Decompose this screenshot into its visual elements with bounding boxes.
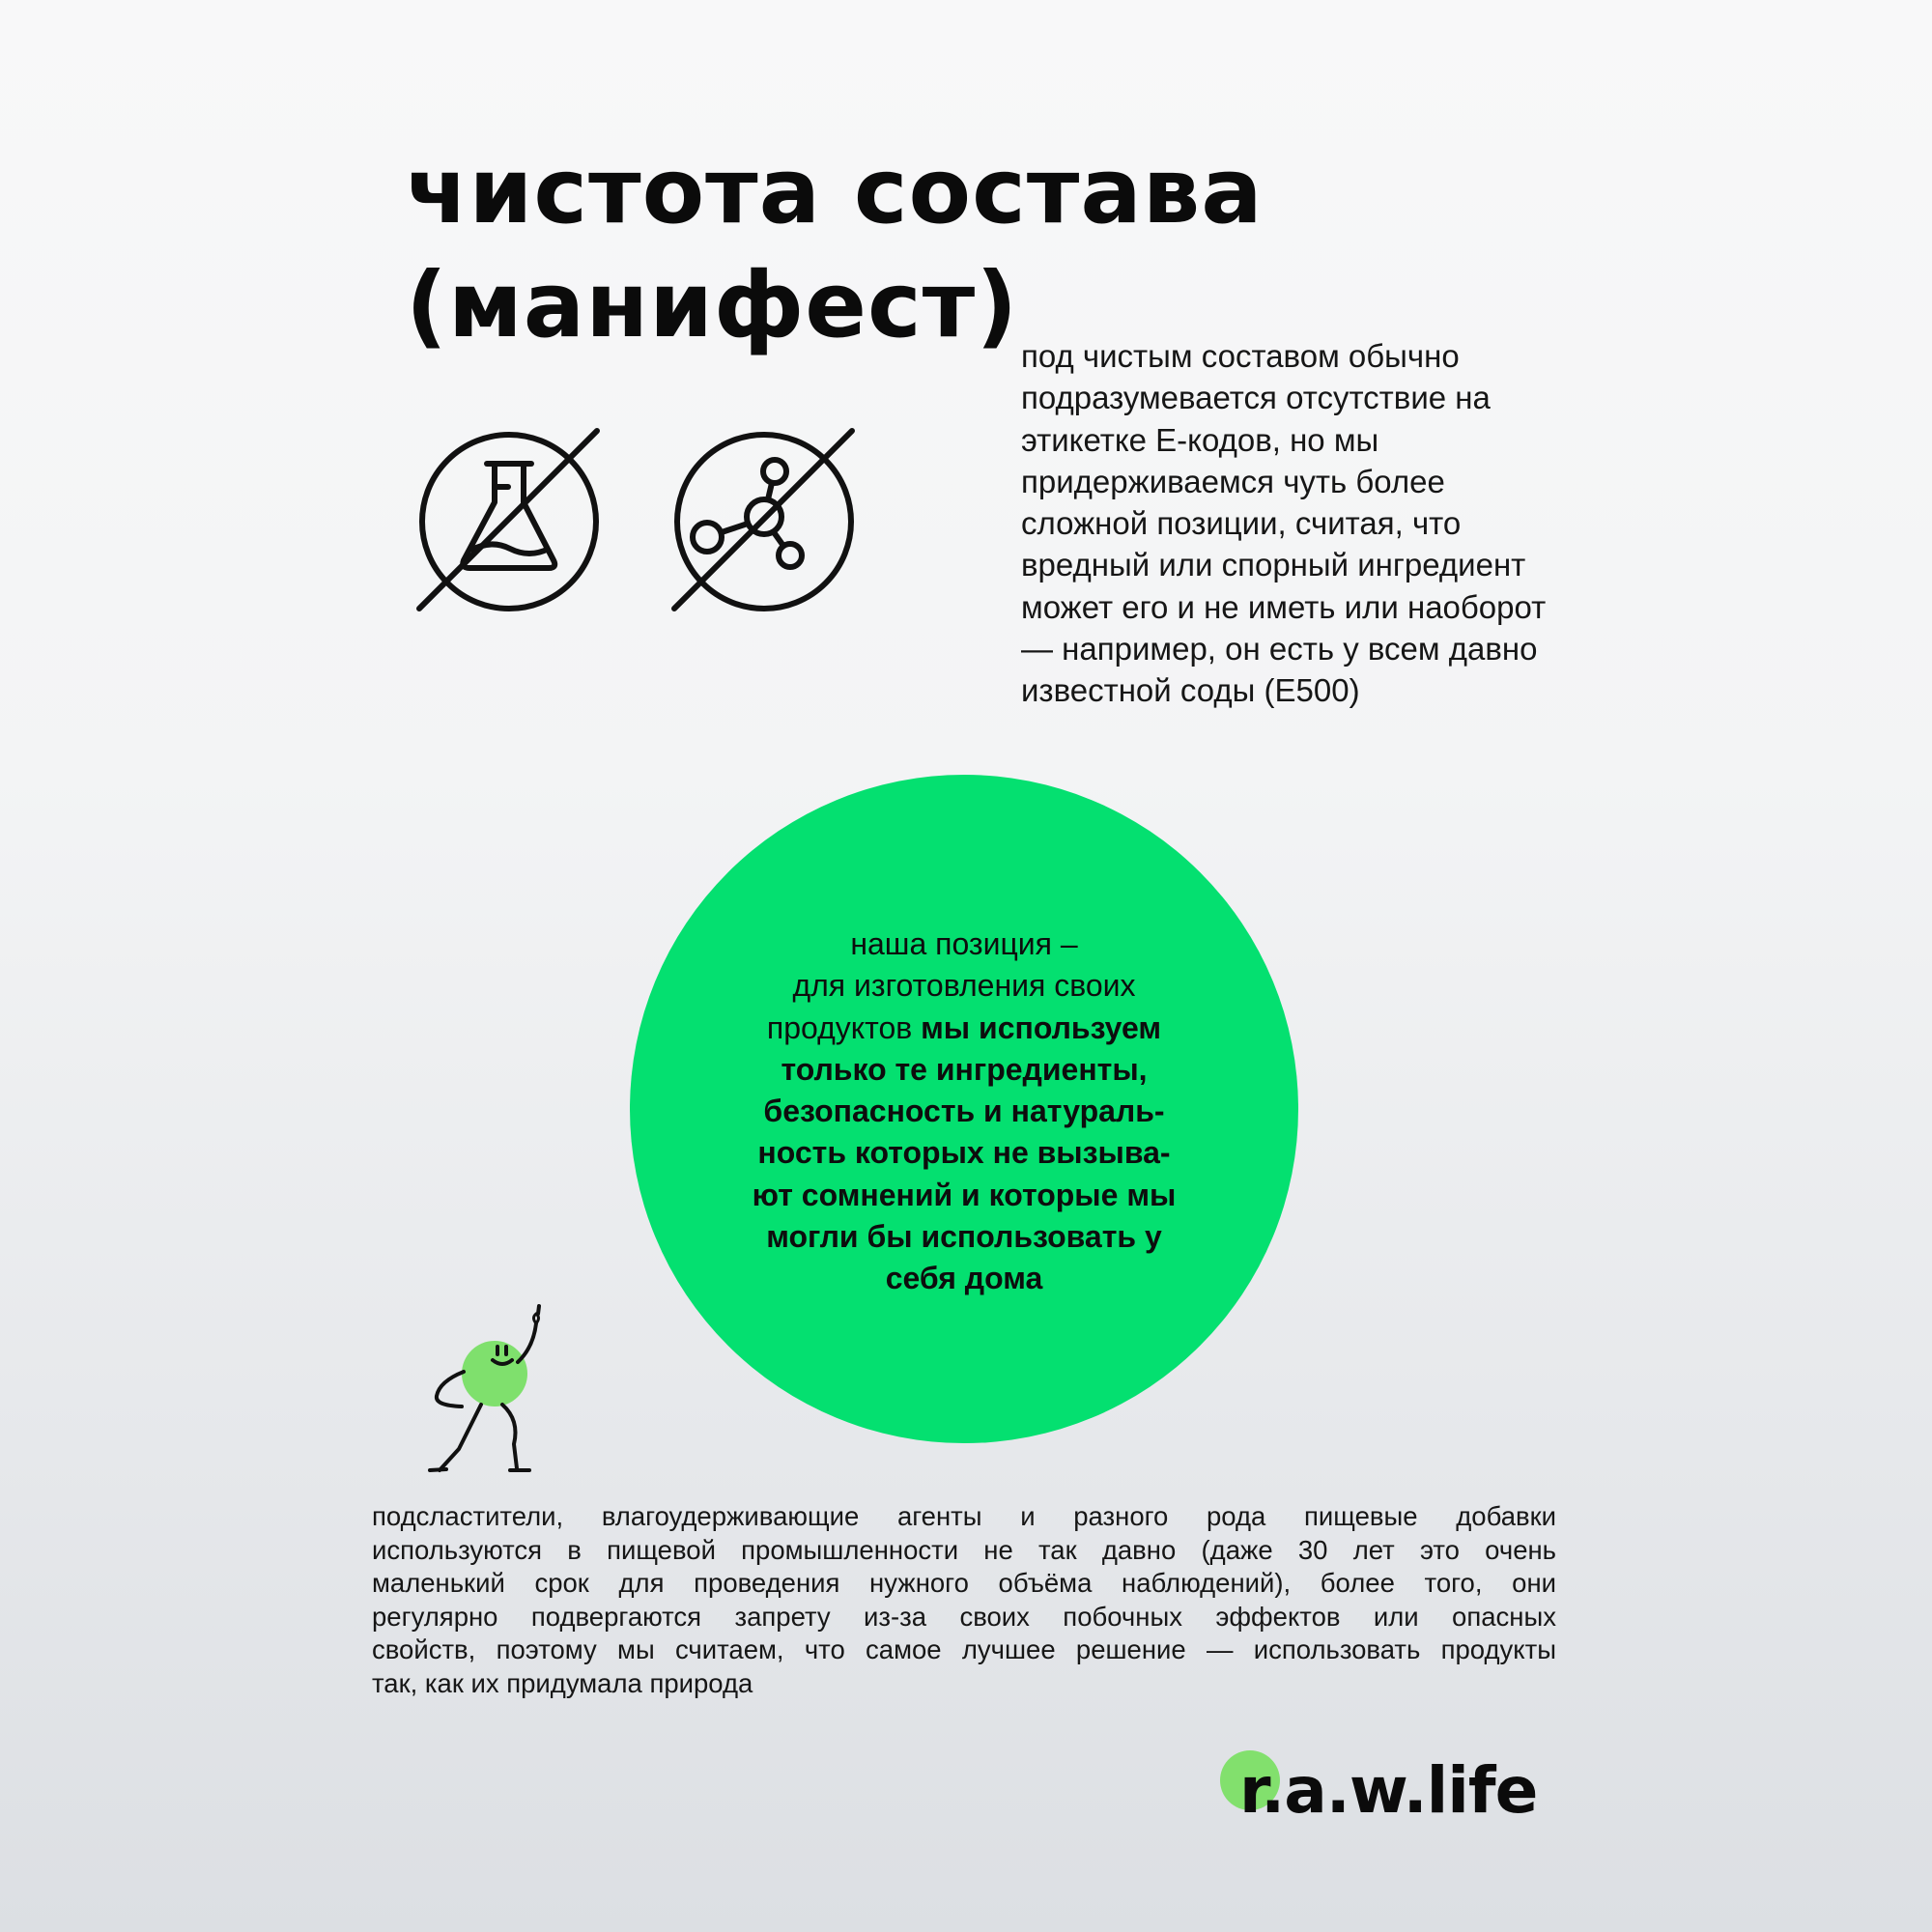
position-line: ют сомнений и которые мы — [752, 1177, 1177, 1212]
position-statement — [630, 923, 1298, 1300]
bottom-line: используются в пищевой промышленности не так давно (даже 30 лет это очень — [372, 1534, 1556, 1565]
title-line-2: (манифест) — [406, 253, 1019, 358]
intro-line: сложной позиции, считая, что — [1021, 505, 1462, 542]
position-line: могли бы использовать у — [766, 1219, 1162, 1255]
position-line: для изготовления своих — [792, 968, 1136, 1004]
position-line — [630, 1008, 1298, 1049]
intro-line: может его и не иметь или наоборот — [1021, 588, 1547, 625]
position-line-regular: продуктов — [766, 1009, 922, 1045]
no-synthetic-molecule-icon — [670, 425, 859, 613]
bottom-paragraph — [372, 1500, 1556, 1701]
no-chemicals-flask-icon — [415, 425, 604, 613]
intro-line: — например, он есть у всем давно — [1021, 631, 1538, 668]
intro-line: известной соды (Е500) — [1021, 672, 1360, 709]
bottom-line: регулярно подвергаются запрету из-за своих побочных эффектов или опасных — [372, 1601, 1556, 1632]
intro-line: подразумевается отсутствие на — [1021, 380, 1491, 416]
brand-logo — [1220, 1750, 1539, 1837]
intro-line: этикетке Е-кодов, но мы — [1021, 421, 1379, 458]
position-line: только те ингредиенты, — [781, 1051, 1148, 1087]
page-title — [406, 135, 1264, 363]
position-line: себя дома — [885, 1261, 1043, 1296]
title-line-1: чистота состава — [406, 139, 1264, 244]
mascot-illustration — [425, 1304, 580, 1478]
intro-line: придерживаемся чуть более — [1021, 463, 1445, 499]
mascot-body — [462, 1341, 527, 1406]
bottom-line: так, как их придумала природа — [372, 1667, 753, 1698]
position-line: безопасность и натураль- — [763, 1094, 1165, 1129]
bottom-line: маленький срок для проведения нужного объёма наблюдений), более того, они — [372, 1568, 1556, 1599]
position-line-bold: мы используем — [921, 1009, 1162, 1045]
bottom-line: свойств, поэтому мы считаем, что самое лучшее решение — использовать продукты — [372, 1634, 1556, 1665]
position-line: наша позиция – — [850, 926, 1078, 961]
intro-paragraph — [1021, 335, 1697, 712]
intro-line: вредный или спорный ингредиент — [1021, 547, 1526, 583]
intro-line: под чистым составом обычно — [1021, 338, 1460, 374]
bottom-line: подсластители, влагоудерживающие агенты и разного рода пищевые добавки — [372, 1501, 1556, 1531]
position-line: ность которых не вызыва- — [757, 1135, 1171, 1171]
logo-text: r.a.w.life — [1239, 1753, 1538, 1828]
